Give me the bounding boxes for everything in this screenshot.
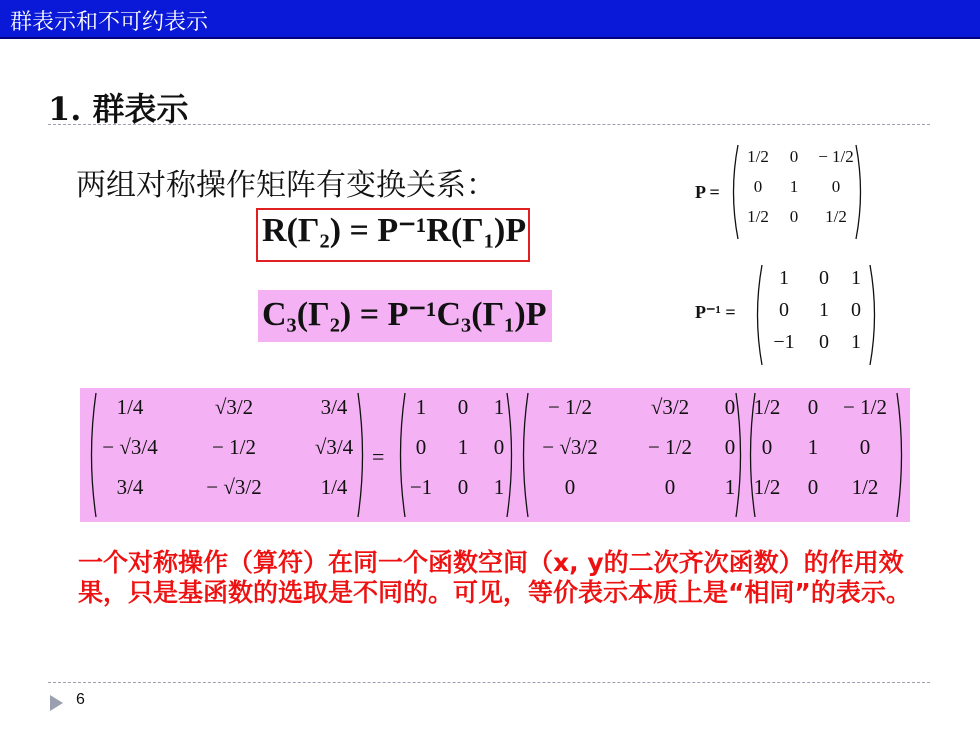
- divider-bottom: [48, 682, 930, 683]
- equation-c3: C₃(Γ₂) = P⁻¹C₃(Γ₁)P: [262, 296, 547, 333]
- section-heading: 1. 群表示: [48, 90, 189, 128]
- matrix-cell: −1: [409, 475, 433, 499]
- matrix-cell: 0: [819, 267, 829, 289]
- matrix-cell: 0: [457, 395, 469, 419]
- matrix-cell: 1/2: [747, 147, 769, 166]
- matrix-cell: 1: [493, 475, 505, 499]
- explanation-note: 一个对称操作（算符）在同一个函数空间（x, y的二次齐次函数）的作用效果，只是基函数的选取是不同的。可见，等价表示本质上是“相同”的表示。: [78, 548, 911, 607]
- matrix-cell: 0: [664, 475, 676, 499]
- matrix-cell: − 1/2: [548, 395, 592, 419]
- equation-r: R(Γ₂) = P⁻¹R(Γ₁)P: [262, 212, 527, 249]
- page-number: 6: [76, 691, 85, 708]
- matrix-cell: 1/2: [851, 475, 879, 499]
- equals-sign: =: [372, 444, 385, 469]
- matrix-cell: 1: [779, 267, 789, 289]
- matrix-cell: 1: [415, 395, 427, 419]
- matrix-cell: 3/4: [320, 395, 348, 419]
- matrix-cell: 0: [415, 435, 427, 459]
- matrix-cell: 3/4: [116, 475, 144, 499]
- matrix-cell: 1/4: [116, 395, 144, 419]
- p-label: P =: [695, 182, 720, 202]
- matrix-cell: 1: [807, 435, 819, 459]
- matrix-cell: 0: [564, 475, 576, 499]
- matrix-cell: 1: [789, 177, 799, 196]
- matrix-cell: 0: [493, 435, 505, 459]
- divider-top: [48, 124, 930, 125]
- matrix-cell: 0: [779, 299, 789, 321]
- matrix-cell: 1/2: [753, 475, 781, 499]
- matrix-cell: − √3/2: [542, 435, 598, 459]
- matrix-cell: 0: [831, 177, 841, 196]
- matrix-cell: 0: [724, 395, 736, 419]
- matrix-cell: 1/2: [753, 395, 781, 419]
- matrix-cell: 1: [493, 395, 505, 419]
- matrix-cell: 1/2: [825, 207, 847, 226]
- matrix-cell: − 1/2: [843, 395, 887, 419]
- matrix-cell: − 1/2: [212, 435, 256, 459]
- matrix-cell: 0: [724, 435, 736, 459]
- matrix-cell: − 1/2: [818, 147, 854, 166]
- matrix-cell: √3/2: [650, 395, 690, 419]
- matrix-cell: 1/4: [320, 475, 348, 499]
- matrix-cell: 0: [789, 147, 799, 166]
- matrix-cell: 0: [807, 395, 819, 419]
- matrix-cell: 0: [789, 207, 799, 226]
- title-bar: [0, 0, 980, 39]
- matrix-cell: 0: [761, 435, 773, 459]
- matrix-cell: 1: [457, 435, 469, 459]
- matrix-cell: 1: [851, 331, 861, 353]
- matrix-cell: 1/2: [747, 207, 769, 226]
- intro-text: 两组对称操作矩阵有变换关系：: [76, 168, 496, 203]
- matrix-cell: 1: [724, 475, 736, 499]
- matrix-cell: 1: [851, 267, 861, 289]
- slide-title: 群表示和不可约表示: [10, 10, 209, 35]
- matrix-cell: − 1/2: [648, 435, 692, 459]
- matrix-cell: √3/4: [314, 435, 354, 459]
- matrix-cell: 0: [851, 299, 861, 321]
- matrix-cell: 0: [859, 435, 871, 459]
- matrix-cell: 0: [819, 331, 829, 353]
- pinv-label: P⁻¹ =: [695, 302, 736, 322]
- matrix-cell: 0: [753, 177, 763, 196]
- matrix-cell: −1: [773, 331, 795, 353]
- matrix-cell: 0: [807, 475, 819, 499]
- matrix-cell: 0: [457, 475, 469, 499]
- matrix-cell: 1: [819, 299, 829, 321]
- matrix-cell: − √3/2: [206, 475, 262, 499]
- matrix-cell: − √3/4: [102, 435, 158, 459]
- play-triangle-icon: [50, 695, 63, 711]
- matrix-cell: √3/2: [214, 395, 254, 419]
